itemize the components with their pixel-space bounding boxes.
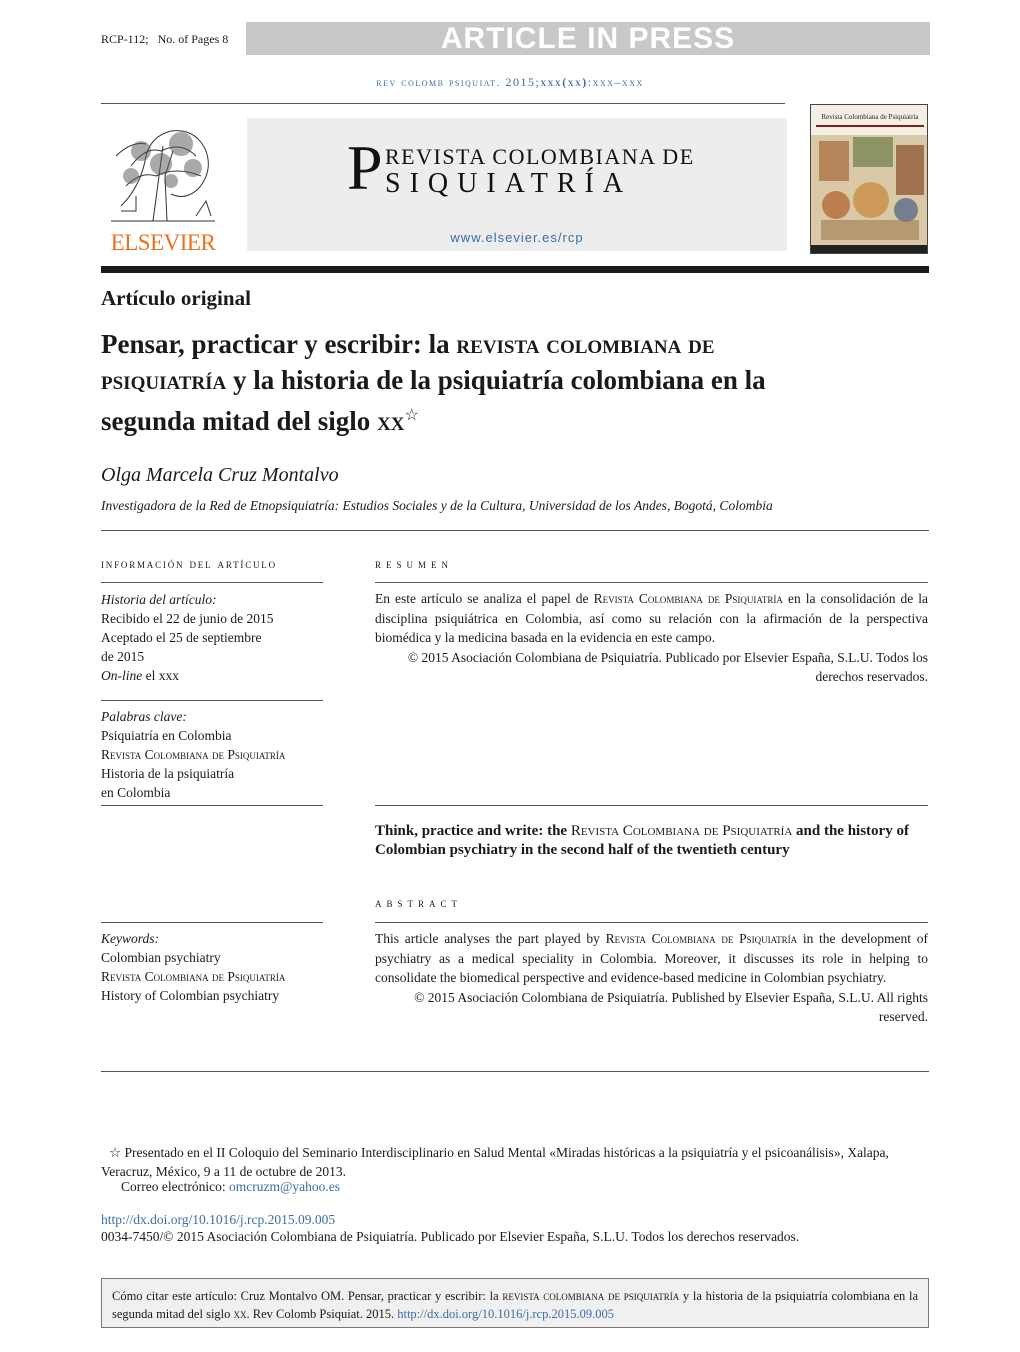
text: This article analyses the part played by	[375, 931, 606, 946]
divider	[375, 582, 928, 583]
elsevier-logo[interactable]	[101, 116, 225, 256]
accepted-date-cont: de 2015	[101, 649, 145, 664]
divider-thick	[101, 266, 929, 273]
citation-prefix: rev colomb psiquiat. 2015;	[376, 75, 541, 89]
article-title	[101, 326, 821, 439]
keyword: Revista Colombiana de Psiquiatría	[101, 969, 286, 984]
journal-url[interactable]: www.elsevier.es/rcp	[450, 230, 584, 245]
doi-link[interactable]: http://dx.doi.org/10.1016/j.rcp.2015.09.005	[101, 1212, 336, 1227]
received-date: Recibido el 22 de junio de 2015	[101, 611, 274, 626]
divider	[101, 805, 323, 806]
email-link[interactable]: omcruzm@yahoo.es	[228, 1179, 340, 1194]
text: y la historia de la psiquiatría colombiana en la segunda mitad del siglo	[112, 1289, 919, 1321]
history-label: Historia del artículo:	[101, 592, 217, 607]
footnote-email	[101, 1177, 929, 1196]
article-type: Artículo original	[101, 286, 251, 310]
divider	[375, 922, 928, 923]
cover-illustration	[811, 105, 928, 254]
keywords-en-label: Keywords:	[101, 931, 159, 946]
footnote-presented	[101, 1143, 929, 1181]
issn-line: 0034-7450/© 2015 Asociación Colombiana de Psiquiatría. Publicado por Elsevier España, S.L.U. Todos los derechos reservados.	[101, 1229, 800, 1244]
keywords-en	[101, 929, 323, 1005]
tree-icon	[101, 116, 225, 228]
text: En este artículo se analiza el papel de	[375, 591, 594, 606]
resumen-body	[375, 589, 928, 687]
journal-name: Revista Colombiana de Psiquiatría	[593, 591, 783, 606]
text: Think, practice and write: the	[375, 823, 571, 839]
journal-name: revista colombiana de psiquiatría	[502, 1289, 680, 1303]
author-affiliation: Investigadora de la Red de Etnopsiquiatría: Estudios Sociales y de la Cultura, Universidad de los Andes, Bogotá, Colombia	[101, 498, 773, 513]
citation-volume: xxx(xx)	[540, 75, 588, 89]
divider	[101, 103, 785, 104]
resumen-copyright: © 2015 Asociación Colombiana de Psiquiatría. Publicado por Elsevier España, S.L.U. Todos los derechos reservados.	[407, 649, 928, 684]
journal-title-line1: REVISTA COLOMBIANA DE	[385, 144, 695, 169]
resumen-heading: resumen	[375, 556, 454, 571]
running-header	[101, 32, 228, 47]
keyword: Psiquiatría en Colombia	[101, 728, 232, 743]
journal-citation	[0, 75, 1020, 90]
online-value: el xxx	[142, 668, 179, 683]
divider	[101, 700, 323, 701]
article-in-press-banner: ARTICLE IN PRESS	[246, 22, 930, 55]
text: Cómo citar este artículo: Cruz Montalvo OM. Pensar, practicar y escribir: la	[112, 1289, 503, 1303]
footnote-text: Presentado en el II Coloquio del Seminario Interdisciplinario en Salud Mental «Miradas históricas a la psiquiatría y el psicoanálisis», Xalapa, Veracruz, México, 9 a 11 de octubre de 2013.	[101, 1145, 889, 1179]
journal-initial: P	[347, 132, 383, 203]
keywords-label: Palabras clave:	[101, 709, 187, 724]
title-text: y la historia de la psiquiatría colombiana en la segunda mitad del siglo	[101, 365, 766, 436]
century: xx	[233, 1307, 247, 1321]
publisher-name: ELSEVIER	[110, 230, 216, 255]
email-label: Correo electrónico:	[121, 1179, 229, 1194]
abstract-text	[375, 929, 928, 988]
accepted-date: Aceptado el 25 de septiembre	[101, 630, 262, 645]
keyword: Revista Colombiana de Psiquiatría	[101, 747, 286, 762]
abstract-body	[375, 929, 928, 1027]
journal-title-line2: SIQUIATRÍA	[385, 168, 633, 199]
title-text: Pensar, practicar y escribir: la	[101, 329, 457, 359]
journal-name: Revista Colombiana de Psiquiatría	[570, 823, 793, 839]
article-code: RCP-112;	[101, 32, 149, 46]
journal-cover-image[interactable]	[810, 104, 928, 254]
article-info-heading: información del artículo	[101, 556, 277, 571]
keyword: en Colombia	[101, 785, 171, 800]
footnote-star-icon: ☆	[109, 1145, 122, 1160]
journal-masthead	[247, 118, 787, 251]
text: en la consolidación de la disciplina psiquiátrica en Colombia, así como su relación con la afirmación de la perspectiva biomédica y la medicina basada en la evidencia en este campo.	[375, 591, 928, 645]
page-count: No. of Pages 8	[157, 32, 229, 46]
divider	[101, 1071, 929, 1072]
keyword: Colombian psychiatry	[101, 950, 221, 965]
divider	[375, 805, 928, 806]
online-date	[101, 666, 323, 685]
divider	[101, 530, 929, 531]
keyword: Historia de la psiquiatría	[101, 766, 235, 781]
cite-doi-link[interactable]: http://dx.doi.org/10.1016/j.rcp.2015.09.005	[397, 1307, 614, 1321]
divider	[101, 582, 323, 583]
journal-name: Revista Colombiana de Psiquiatría	[605, 931, 798, 946]
author-name: Olga Marcela Cruz Montalvo	[101, 464, 339, 486]
keyword: History of Colombian psychiatry	[101, 988, 280, 1003]
divider	[101, 922, 323, 923]
footnote-star-icon[interactable]: ☆	[404, 407, 419, 424]
citation-pages: :xxx–xxx	[587, 75, 644, 89]
cover-title: Revista Colombiana de Psiquiatría	[821, 113, 919, 121]
online-label: On-line	[101, 668, 143, 683]
how-to-cite-box	[101, 1278, 929, 1328]
abstract-heading: abstract	[375, 895, 463, 910]
text: and the history of Colombian psychiatry in the second half of the twentieth century	[375, 823, 909, 858]
text: in the development of psychiatry as a medical speciality in Colombia. Moreover, it discusses its role in helping to consolidate the biomedical perspective and evidence-based medicine in Colombian psychiatry.	[375, 931, 928, 985]
article-history	[101, 590, 323, 685]
keywords-es	[101, 707, 323, 802]
english-title	[375, 822, 928, 860]
title-century: xx	[377, 406, 405, 436]
title-journal-name: revista colombiana de psiquiatría	[101, 329, 715, 395]
text: . Rev Colomb Psiquiat. 2015.	[246, 1307, 398, 1321]
resumen-text	[375, 589, 928, 648]
abstract-copyright: © 2015 Asociación Colombiana de Psiquiatría. Published by Elsevier España, S.L.U. All rights reserved.	[414, 989, 928, 1024]
